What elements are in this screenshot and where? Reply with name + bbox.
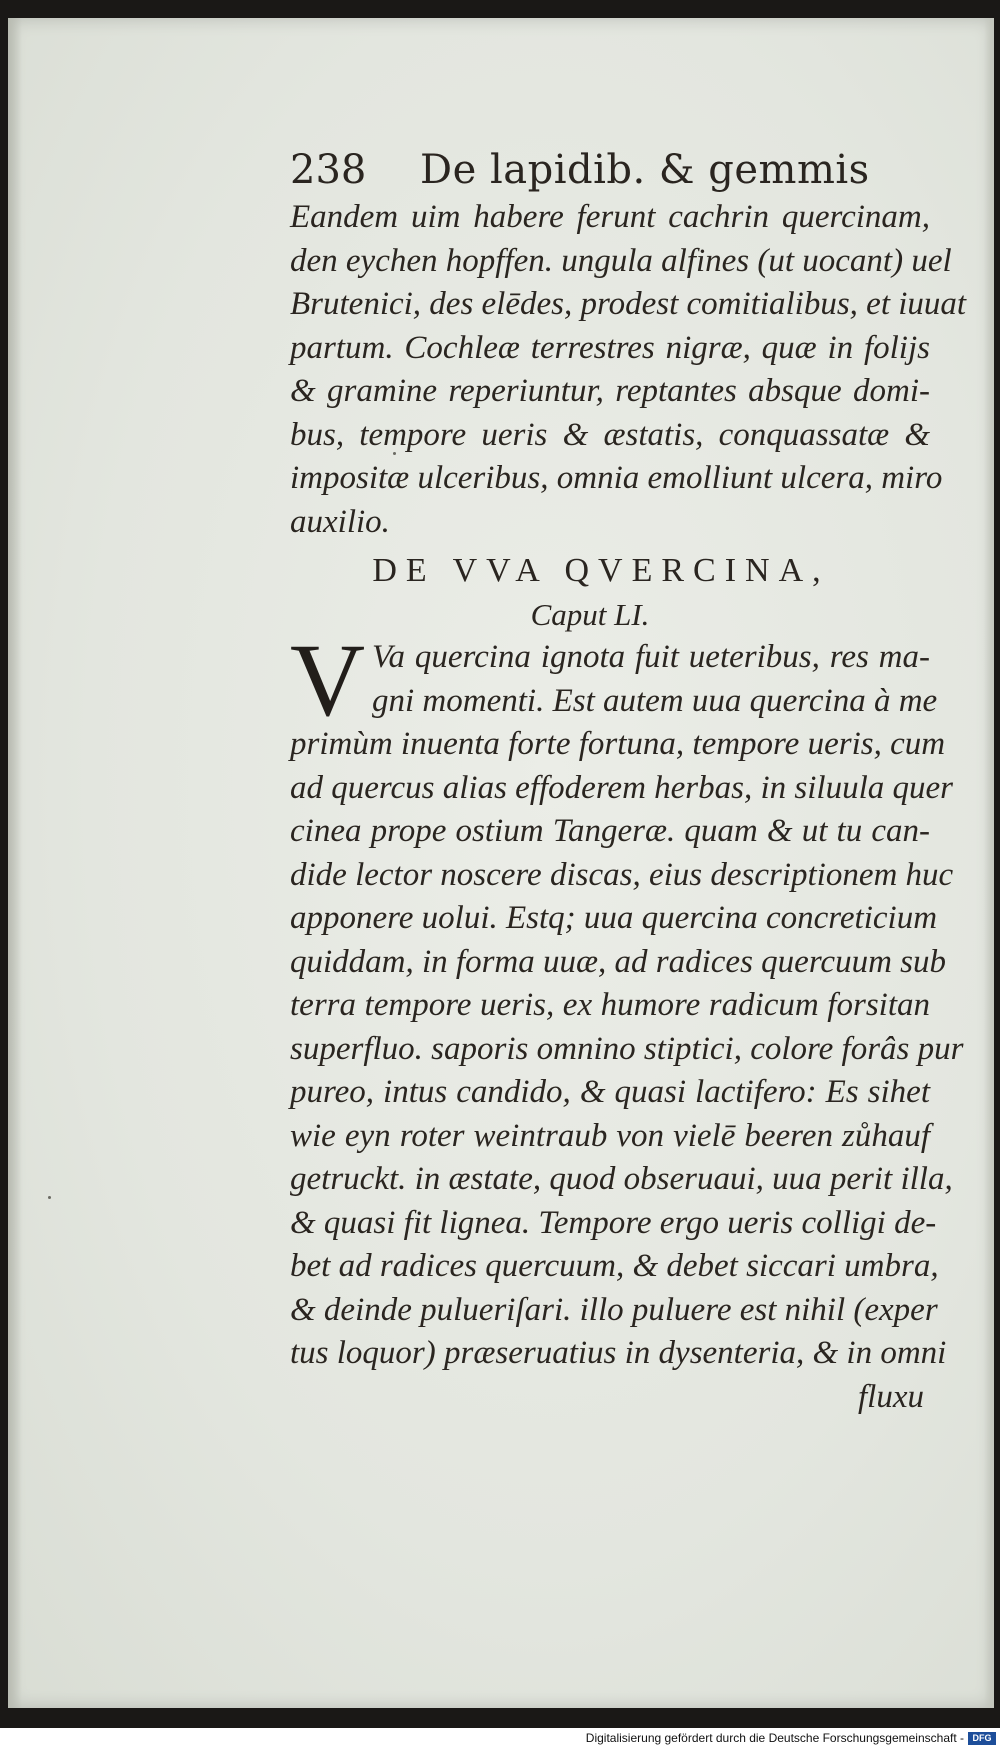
page-edge-shadow bbox=[984, 18, 994, 1708]
text-line: quiddam, in forma uuæ, ad radices quercuum sub bbox=[290, 943, 947, 980]
book-page bbox=[8, 18, 994, 1708]
text-line: superfluo. saporis omnino stiptici, colore forâs pur bbox=[290, 1030, 964, 1067]
text-line: ad quercus alias effoderem herbas, in siluula quer bbox=[290, 769, 953, 806]
text-line: wie eyn roter weintraub von vielē beeren zůhauf bbox=[290, 1117, 930, 1154]
paragraph-2 bbox=[290, 623, 964, 1419]
drop-cap-initial: V bbox=[290, 623, 366, 738]
drop-cap-block bbox=[290, 623, 938, 738]
text-line: cinea prope ostium Tangeræ. quam & ut tu can- bbox=[290, 813, 930, 849]
text-line: & deinde pulueriſari. illo puluere est nihil (exper bbox=[290, 1291, 938, 1328]
text-line: Eandem uim habere ferunt cachrin quercinam, bbox=[290, 199, 930, 235]
text-line: apponere uolui. Estq; uua quercina concreticium bbox=[290, 900, 938, 936]
footer-credit: Digitalisierung gefördert durch die Deutsche Forschungsgemeinschaft - bbox=[585, 1731, 964, 1745]
text-line: pureo, intus candido, & quasi lactifero: Es sihet bbox=[290, 1074, 930, 1110]
dfg-logo-icon: DFG bbox=[968, 1732, 996, 1745]
text-line: & quasi fit lignea. Tempore ergo ueris colligi de- bbox=[290, 1204, 937, 1241]
text-line: & gramine reperiuntur, reptantes absque domi- bbox=[290, 373, 930, 409]
text-block bbox=[290, 144, 967, 1419]
text-line: terra tempore ueris, ex humore radicum forsitan bbox=[290, 987, 930, 1023]
page-gutter-shadow bbox=[8, 18, 22, 1708]
text-line: getruckt. in æstate, quod obseruaui, uua perit illa, bbox=[290, 1161, 953, 1197]
running-head bbox=[290, 144, 930, 196]
text-line: gni momenti. Est autem uua quercina à me bbox=[372, 682, 938, 719]
section-title: DE VVA QVERCINA, bbox=[372, 552, 830, 589]
text-line: bet ad radices quercuum, & debet siccari umbra, bbox=[290, 1248, 939, 1284]
text-line: Va quercina ignota fuit ueteribus, res ma- bbox=[372, 639, 930, 675]
text-line: tus loquor) præseruatius in dysenteria, & in omni bbox=[290, 1335, 947, 1371]
page-number: 238 bbox=[290, 147, 367, 193]
text-line: partum. Cochleæ terrestres nigræ, quæ in folijs bbox=[290, 329, 930, 366]
text-line: auxilio. bbox=[290, 503, 390, 540]
paragraph-1 bbox=[290, 196, 967, 544]
text-line: dide lector noscere discas, eius descriptionem huc bbox=[290, 856, 954, 893]
catchword: fluxu bbox=[858, 1378, 924, 1415]
text-line: den eychen hopffen. ungula alfines (ut uocant) uel bbox=[290, 242, 952, 279]
text-line: bus, tempore ueris & æstatis, conquassatæ & bbox=[290, 416, 930, 453]
margin-speck bbox=[48, 1196, 51, 1199]
text-line: Brutenici, des elēdes, prodest comitialibus, et iuuat bbox=[290, 286, 967, 322]
text-line: impositæ ulceribus, omnia emolliunt ulcera, miro bbox=[290, 460, 943, 496]
chapter-label: Caput LI. bbox=[530, 597, 650, 632]
digitization-footer bbox=[0, 1728, 1000, 1750]
text-line: primùm inuenta forte fortuna, tempore ueris, cum bbox=[290, 726, 946, 762]
running-head-title: De lapidib. & gemmis bbox=[420, 147, 870, 193]
